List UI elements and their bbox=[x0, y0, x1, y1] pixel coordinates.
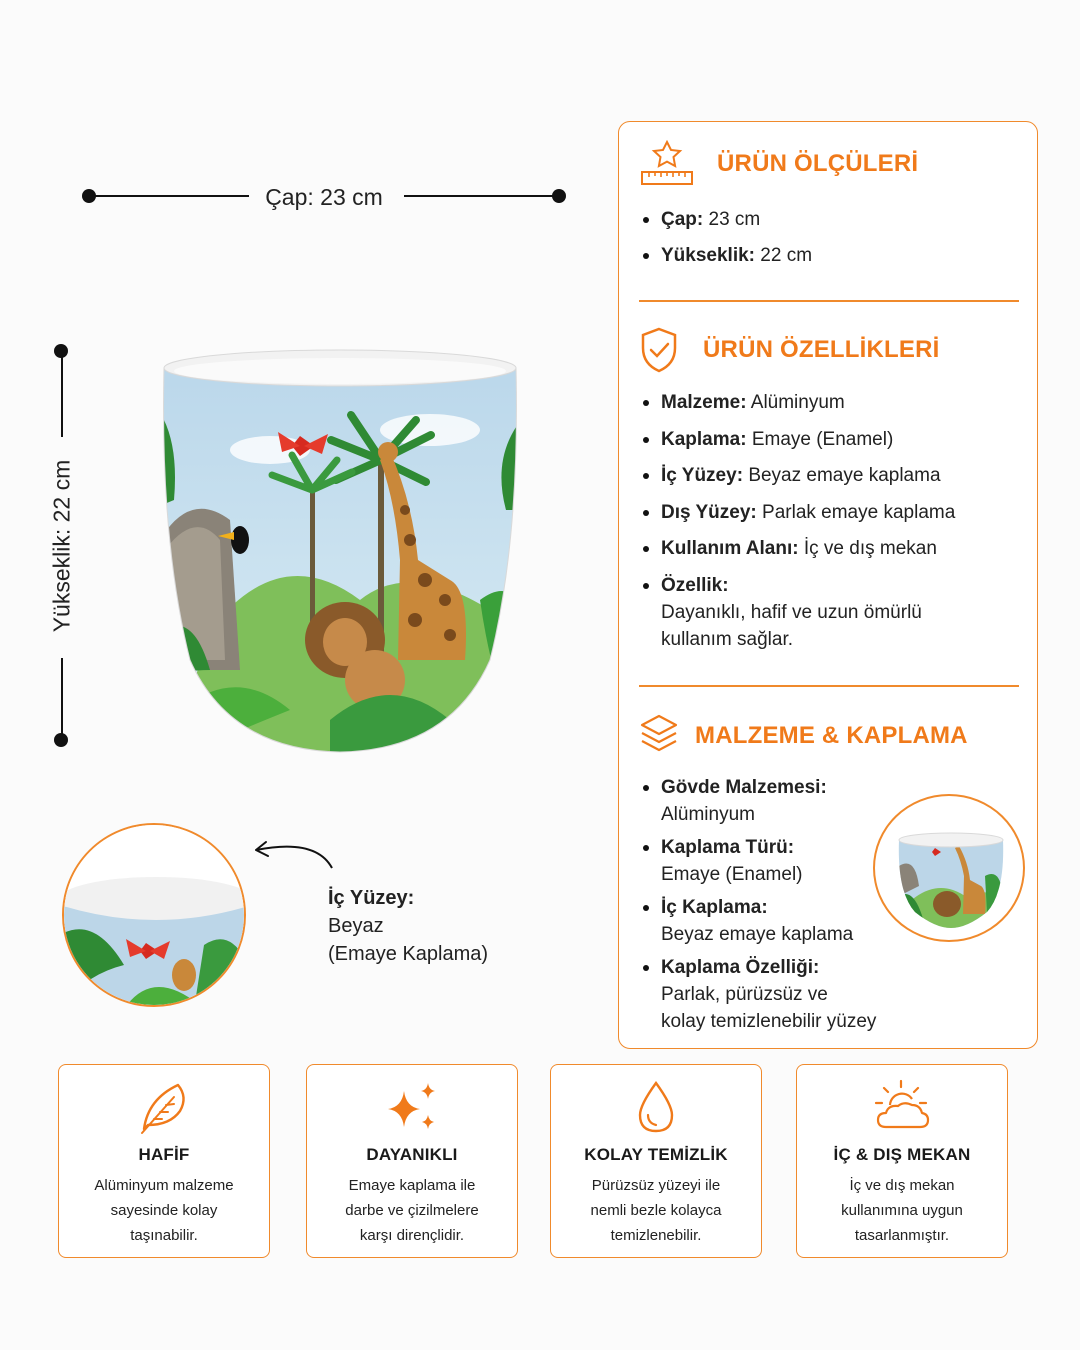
layers-icon bbox=[639, 712, 679, 760]
ruler-star-icon bbox=[639, 140, 695, 188]
product-info-panel bbox=[618, 121, 1038, 1049]
card-description: Emaye kaplama ile darbe ve çizilmelere karşı dirençlidir. bbox=[345, 1177, 479, 1244]
card-description: Alüminyum malzeme sayesinde kolay taşınabilir. bbox=[94, 1177, 234, 1244]
feature-card-light bbox=[58, 1064, 270, 1258]
feather-icon bbox=[134, 1079, 194, 1135]
product-pot-image bbox=[150, 340, 530, 760]
list-item: Malzeme: Alüminyum bbox=[641, 389, 955, 416]
card-description: İç ve dış mekan kullanımına uygun tasarlanmıştır. bbox=[841, 1177, 963, 1244]
list-item: Yükseklik: 22 cm bbox=[641, 242, 812, 269]
dimension-line bbox=[61, 658, 63, 742]
features-list bbox=[641, 389, 955, 653]
height-dimension bbox=[48, 344, 75, 748]
features-title: ÜRÜN ÖZELLİKLERİ bbox=[703, 336, 940, 363]
card-title: İÇ & DIŞ MEKAN bbox=[833, 1145, 971, 1164]
dimension-endpoint bbox=[54, 733, 68, 747]
card-title: DAYANIKLI bbox=[366, 1145, 458, 1164]
card-title: HAFİF bbox=[138, 1145, 190, 1164]
list-item: Dış Yüzey: Parlak emaye kaplama bbox=[641, 499, 955, 526]
sun-cloud-icon bbox=[872, 1079, 932, 1135]
card-description: Pürüzsüz yüzeyi ile nemli bezle kolayca temizlenebilir. bbox=[590, 1177, 722, 1244]
feature-card-easy-clean bbox=[550, 1064, 762, 1258]
height-label: Yükseklik: 22 cm bbox=[48, 459, 75, 633]
section-divider bbox=[639, 685, 1019, 687]
measures-header bbox=[639, 140, 918, 188]
inner-surface-line1: Beyaz bbox=[328, 915, 384, 937]
section-divider bbox=[639, 300, 1019, 302]
diameter-label: Çap: 23 cm bbox=[265, 184, 383, 210]
list-item: İç Kaplama: Beyaz emaye kaplama bbox=[641, 894, 876, 948]
sparkle-icon bbox=[382, 1079, 442, 1135]
list-item: Gövde Malzemesi: Alüminyum bbox=[641, 774, 876, 828]
card-title: KOLAY TEMİZLİK bbox=[584, 1145, 728, 1164]
curved-arrow-icon bbox=[246, 830, 346, 880]
measures-list bbox=[641, 206, 812, 269]
diameter-dimension bbox=[82, 184, 566, 210]
inner-surface-closeup bbox=[62, 823, 246, 1007]
inner-surface-line2: (Emaye Kaplama) bbox=[328, 943, 489, 965]
material-list bbox=[641, 774, 876, 1035]
material-title: MALZEME & KAPLAMA bbox=[695, 722, 968, 749]
material-header bbox=[639, 712, 968, 760]
list-item: Kaplama Özelliği: Parlak, pürüzsüz ve kolay temizlenebilir yüzey bbox=[641, 954, 876, 1035]
list-item: Kaplama Türü: Emaye (Enamel) bbox=[641, 834, 876, 888]
list-item: İç Yüzey: Beyaz emaye kaplama bbox=[641, 462, 955, 489]
shield-check-icon bbox=[639, 326, 679, 374]
inner-surface-title: İç Yüzey: bbox=[328, 887, 415, 909]
features-header bbox=[639, 326, 940, 374]
list-item: Kullanım Alanı: İç ve dış mekan bbox=[641, 535, 955, 562]
dimension-line bbox=[61, 351, 63, 437]
feature-card-durable bbox=[306, 1064, 518, 1258]
droplet-icon bbox=[626, 1079, 686, 1135]
list-item: Özellik: Dayanıklı, hafif ve uzun ömürlü kullanım sağlar. bbox=[641, 572, 955, 653]
list-item: Çap: 23 cm bbox=[641, 206, 812, 233]
feature-card-indoor-outdoor bbox=[796, 1064, 1008, 1258]
inner-surface-label bbox=[328, 884, 488, 968]
list-item: Kaplama: Emaye (Enamel) bbox=[641, 426, 955, 453]
pot-thumbnail bbox=[873, 794, 1025, 942]
measures-title: ÜRÜN ÖLÇÜLERİ bbox=[717, 150, 919, 177]
